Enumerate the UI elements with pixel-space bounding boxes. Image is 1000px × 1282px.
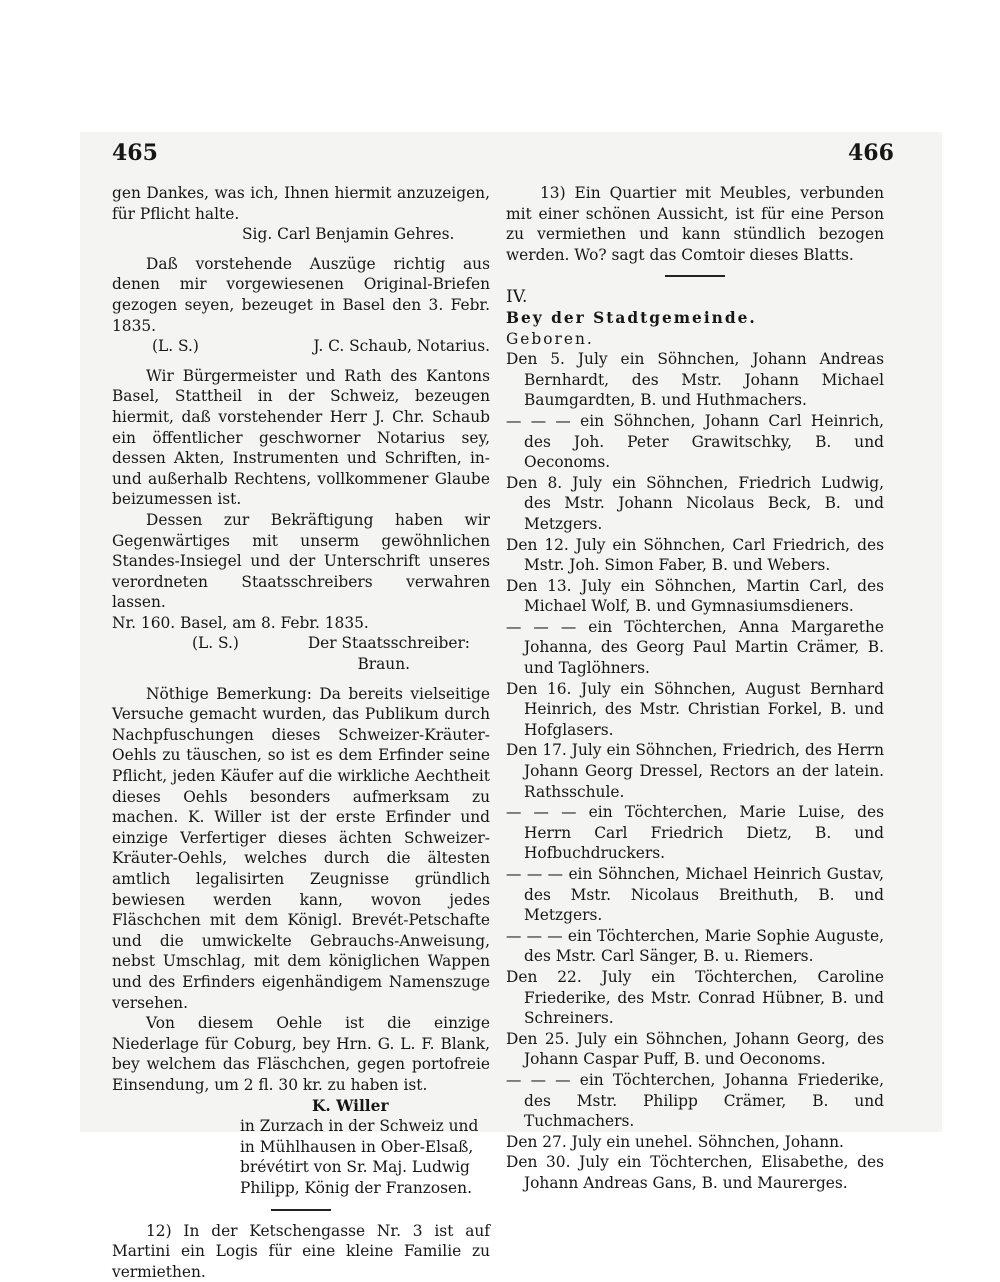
signature-willer: K. Willer: [112, 1096, 490, 1117]
section-divider: [271, 1209, 331, 1211]
paragraph: Daß vorstehende Auszüge richtig aus denen mir vorgewiesenen Original-Briefen gezogen seyen, bezeuget in Basel den 3. Febr. 1835.: [112, 254, 490, 336]
staatsschreiber-line: [112, 633, 490, 654]
birth-entry: Den 30. July ein Töchterchen, Elisabethe, des Johann Andreas Gans, B. und Maurerges.: [506, 1152, 884, 1193]
paragraph: gen Dankes, was ich, Ihnen hiermit anzuzeigen, für Pflicht halte.: [112, 183, 490, 224]
signature-gehres: Sig. Carl Benjamin Gehres.: [112, 224, 490, 245]
right-column: [506, 183, 884, 1194]
birth-entry: — — — ein Söhnchen, Johann Carl Heinrich, des Joh. Peter Grawitschky, B. und Oeconoms.: [506, 411, 884, 473]
birth-entry: Den 22. July ein Töchterchen, Caroline Friederike, des Mstr. Conrad Hübner, B. und Schreiners.: [506, 967, 884, 1029]
notary-signature-line: [112, 336, 490, 357]
section-subheading: Geboren.: [506, 329, 884, 350]
birth-entry: — — — ein Töchterchen, Anna Margarethe Johanna, des Georg Paul Martin Crämer, B. und Taglöhners.: [506, 617, 884, 679]
seal-mark: (L. S.): [112, 336, 199, 357]
section-divider: [665, 275, 725, 277]
paragraph: Nr. 160. Basel, am 8. Febr. 1835.: [112, 613, 490, 634]
paragraph: Von diesem Oehle ist die einzige Niederlage für Coburg, bey Hrn. G. L. F. Blank, bey welchem das Fläschchen, gegen portofreie Einsendung, um 2 fl. 30 kr. zu haben ist.: [112, 1013, 490, 1095]
page-number-left: 465: [112, 140, 158, 166]
birth-entry: — — — ein Söhnchen, Michael Heinrich Gustav, des Mstr. Nicolaus Breithuth, B. und Metzgers.: [506, 864, 884, 926]
section-number: IV.: [506, 287, 884, 308]
staatsschreiber-label: Der Staatsschreiber:: [308, 633, 490, 654]
willer-address: in Zurzach in der Schweiz und in Mühlhausen in Ober-Elsaß, brévétirt von Sr. Maj. Ludwig Philipp, König der Franzosen.: [112, 1116, 490, 1198]
page-number-right: 466: [848, 140, 894, 166]
birth-entry: — — — ein Töchterchen, Johanna Friederike, des Mstr. Philipp Crämer, B. und Tuchmachers.: [506, 1070, 884, 1132]
birth-entry: Den 17. July ein Söhnchen, Friedrich, des Herrn Johann Georg Dressel, Rectors an der latein. Rathsschule.: [506, 740, 884, 802]
section-heading: Bey der Stadtgemeinde.: [506, 308, 884, 329]
birth-entry: — — — ein Töchterchen, Marie Luise, des Herrn Carl Friedrich Dietz, B. und Hofbuchdruckers.: [506, 802, 884, 864]
signature-braun: Braun.: [112, 654, 490, 675]
birth-entry: Den 12. July ein Söhnchen, Carl Friedrich, des Mstr. Joh. Simon Faber, B. und Webers.: [506, 535, 884, 576]
birth-entry: Den 27. July ein unehel. Söhnchen, Johann.: [506, 1132, 884, 1153]
paragraph: Nöthige Bemerkung: Da bereits vielseitige Versuche gemacht wurden, das Publikum durch Nachpfuschungen dieses Schweizer-Kräuter-Oehls zu täuschen, so ist es dem Erfinder seine Pflicht, jeden Käufer auf die wirkliche Aechtheit dieses Oehls besonders aufmerksam zu machen. K. Willer ist der erste Erfinder und einzige Verfertiger dieses ächten Schweizer-Kräuter-Oehls, welches durch die ältesten amtlich legalisirten Zeugnisse gründlich bewiesen werden kann, wovon jedes Fläschchen mit dem Königl. Brevét-Petschafte und die umwickelte Gebrauchs-Anweisung, nebst Umschlag, mit dem königlichen Wappen und des Erfinders eigenhändigem Namenszuge versehen.: [112, 684, 490, 1014]
birth-entry: Den 16. July ein Söhnchen, August Bernhard Heinrich, des Mstr. Christian Forkel, B. und Hofglasers.: [506, 679, 884, 741]
birth-entry: Den 5. July ein Söhnchen, Johann Andreas Bernhardt, des Mstr. Johann Michael Baumgardten, B. und Huthmachers.: [506, 349, 884, 411]
advertisement: 12) In der Ketschengasse Nr. 3 ist auf Martini ein Logis für eine kleine Familie zu vermiethen.: [112, 1221, 490, 1282]
birth-entry: — — — ein Töchterchen, Marie Sophie Auguste, des Mstr. Carl Sänger, B. u. Riemers.: [506, 926, 884, 967]
notary-name: J. C. Schaub, Notarius.: [313, 336, 490, 357]
left-column: [112, 183, 490, 1282]
birth-entry: Den 8. July ein Söhnchen, Friedrich Ludwig, des Mstr. Johann Nicolaus Beck, B. und Metzgers.: [506, 473, 884, 535]
advertisement: 13) Ein Quartier mit Meubles, verbunden mit einer schönen Aussicht, ist für eine Person zu vermiethen und kann stündlich bezogen werden. Wo? sagt das Comtoir dieses Blatts.: [506, 183, 884, 265]
paragraph: Dessen zur Bekräftigung haben wir Gegenwärtiges mit unserm gewöhnlichen Standes-Insiegel und der Unterschrift unseres verordneten Staatsschreibers verwahren lassen.: [112, 510, 490, 613]
paragraph: Wir Bürgermeister und Rath des Kantons Basel, Stattheil in der Schweiz, bezeugen hiermit, daß vorstehender Herr J. Chr. Schaub ein öffentlicher geschworner Notarius sey, dessen Akten, Instrumenten und Schriften, in- und außerhalb Rechtens, vollkommener Glaube beizumessen ist.: [112, 366, 490, 510]
seal-mark: (L. S.): [112, 633, 239, 654]
birth-entry: Den 25. July ein Söhnchen, Johann Georg, des Johann Caspar Puff, B. und Oeconoms.: [506, 1029, 884, 1070]
birth-entry: Den 13. July ein Söhnchen, Martin Carl, des Michael Wolf, B. und Gymnasiumsdieners.: [506, 576, 884, 617]
